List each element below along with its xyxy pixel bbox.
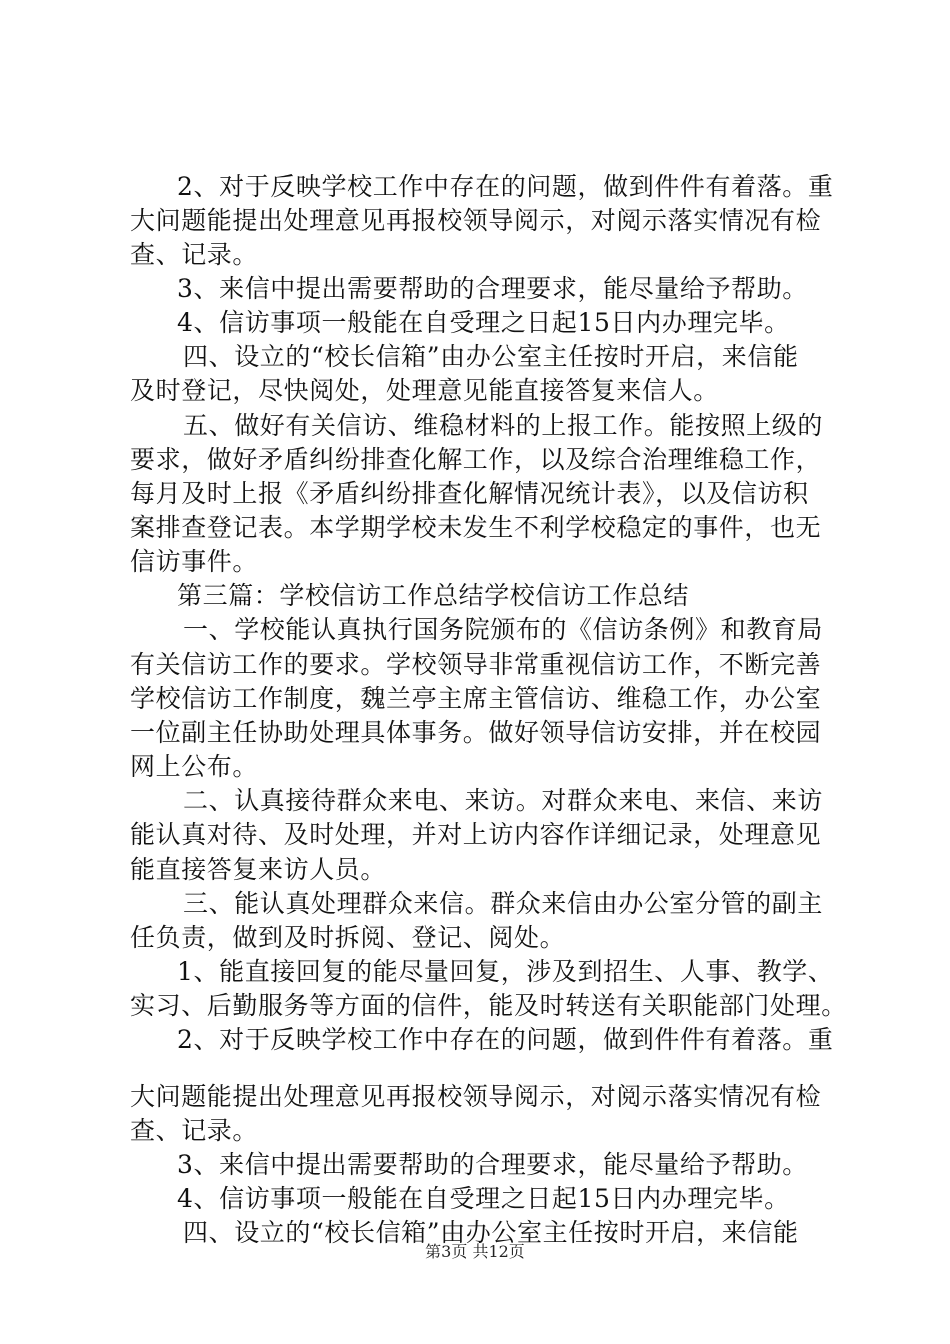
paragraph-line: 2、对于反映学校工作中存在的问题，做到件件有着落。重 xyxy=(177,1025,834,1054)
paragraph-line: 网上公布。 xyxy=(130,752,259,781)
paragraph-line: 4、信访事项一般能在自受理之日起15日内办理完毕。 xyxy=(177,308,790,337)
paragraph-line: 大问题能提出处理意见再报校领导阅示，对阅示落实情况有检 xyxy=(130,1082,822,1111)
paragraph-line: 学校信访工作制度，魏兰亭主席主管信访、维稳工作，办公室 xyxy=(130,684,822,713)
paragraph-line: 五、做好有关信访、维稳材料的上报工作。能按照上级的 xyxy=(183,411,824,440)
paragraph-line: 有关信访工作的要求。学校领导非常重视信访工作，不断完善 xyxy=(130,650,822,679)
paragraph-line: 1、能直接回复的能尽量回复，涉及到招生、人事、教学、 xyxy=(177,957,834,986)
paragraph-line: 实习、后勤服务等方面的信件，能及时转送有关职能部门处理。 xyxy=(130,991,847,1020)
paragraph-line: 查、记录。 xyxy=(130,240,259,269)
paragraph-line: 大问题能提出处理意见再报校领导阅示，对阅示落实情况有检 xyxy=(130,206,822,235)
paragraph-line: 四、设立的“校长信箱”由办公室主任按时开启，来信能 xyxy=(183,1218,799,1247)
paragraph-line: 2、对于反映学校工作中存在的问题，做到件件有着落。重 xyxy=(177,172,834,201)
paragraph-line: 能直接答复来访人员。 xyxy=(130,855,387,884)
paragraph-line: 二、认真接待群众来电、来访。对群众来电、来信、来访 xyxy=(183,786,824,815)
paragraph-line: 四、设立的“校长信箱”由办公室主任按时开启，来信能 xyxy=(183,342,799,371)
section-heading: 第三篇：学校信访工作总结学校信访工作总结 xyxy=(177,581,690,610)
paragraph-line: 要求，做好矛盾纠纷排查化解工作，以及综合治理维稳工作， xyxy=(130,445,822,474)
paragraph-line: 3、来信中提出需要帮助的合理要求，能尽量给予帮助。 xyxy=(177,1150,808,1179)
page-number-footer: 第3页 共12页 xyxy=(425,1242,525,1261)
paragraph-line: 一、学校能认真执行国务院颁布的《信访条例》和教育局 xyxy=(183,615,824,644)
paragraph-line: 任负责，做到及时拆阅、登记、阅处。 xyxy=(130,923,566,952)
paragraph-line: 每月及时上报《矛盾纠纷排查化解情况统计表》，以及信访积 xyxy=(130,479,809,508)
paragraph-line: 案排查登记表。本学期学校未发生不利学校稳定的事件，也无 xyxy=(130,513,822,542)
paragraph-line: 4、信访事项一般能在自受理之日起15日内办理完毕。 xyxy=(177,1184,790,1213)
paragraph-line: 三、能认真处理群众来信。群众来信由办公室分管的副主 xyxy=(183,889,824,918)
paragraph-line: 能认真对待、及时处理，并对上访内容作详细记录，处理意见 xyxy=(130,820,822,849)
paragraph-line: 及时登记，尽快阅处，处理意见能直接答复来信人。 xyxy=(130,376,719,405)
paragraph-line: 一位副主任协助处理具体事务。做好领导信访安排，并在校园 xyxy=(130,718,822,747)
paragraph-line: 3、来信中提出需要帮助的合理要求，能尽量给予帮助。 xyxy=(177,274,808,303)
paragraph-line: 信访事件。 xyxy=(130,547,259,576)
paragraph-line: 查、记录。 xyxy=(130,1116,259,1145)
